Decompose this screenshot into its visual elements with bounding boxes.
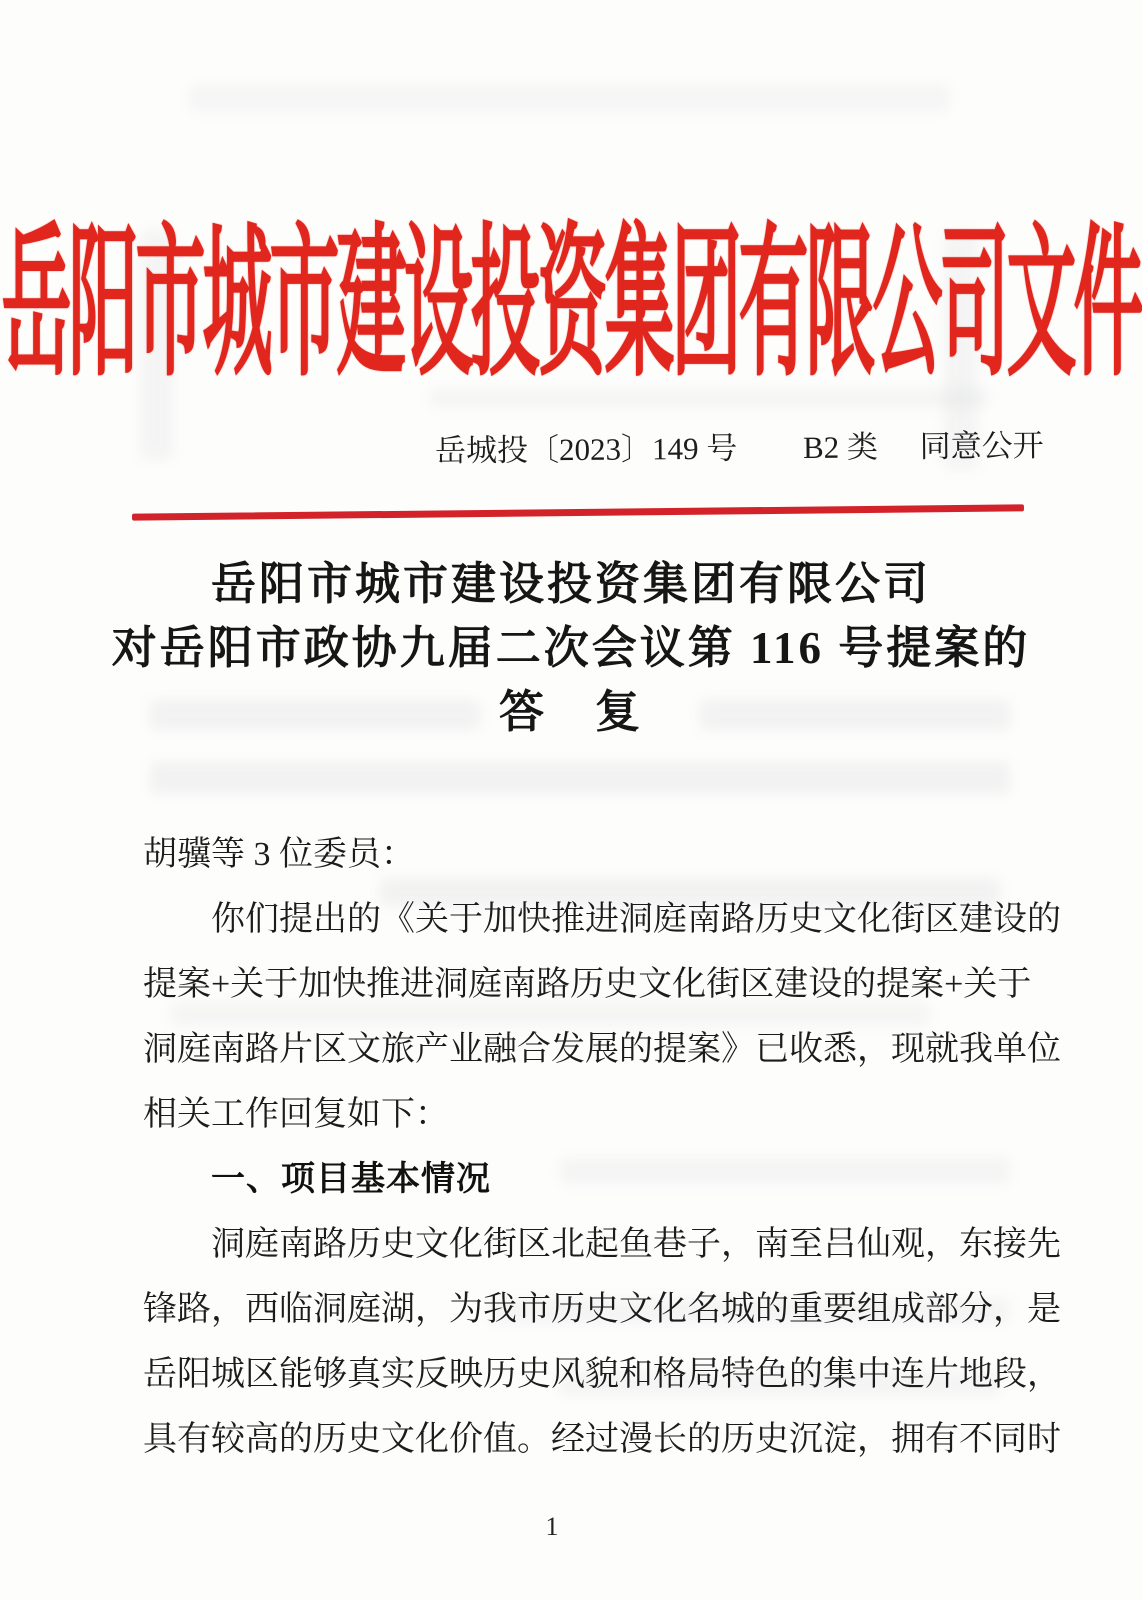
body-line: 锋路，西临洞庭湖，为我市历史文化名城的重要组成部分，是 xyxy=(143,1291,1061,1328)
document-title-line-2: 对岳阳市政协九届二次会议第 116 号提案的 xyxy=(111,623,1031,673)
doc-number: 岳城投〔2023〕149 号 xyxy=(434,430,738,469)
page-number: 1 xyxy=(545,1512,559,1541)
document-title-line-1: 岳阳市城市建设投资集团有限公司 xyxy=(210,559,931,609)
body-line: 具有较高的历史文化价值。经过漫长的历史沉淀，拥有不同时 xyxy=(143,1421,1061,1458)
body-line: 你们提出的《关于加快推进洞庭南路历史文化街区建设的 xyxy=(211,901,1061,938)
body-line: 洞庭南路历史文化街区北起鱼巷子，南至吕仙观，东接先 xyxy=(211,1226,1061,1263)
masthead xyxy=(0,172,1142,398)
publicity-label: 同意公开 xyxy=(919,427,1044,465)
reference-row xyxy=(135,420,1044,473)
masthead-title: 岳阳市城市建设投资集团有限公司文件 xyxy=(1,216,1141,398)
section-heading: 一、项目基本情况 xyxy=(211,1160,491,1198)
salutation: 胡骥等 3 位委员： xyxy=(143,836,415,873)
body-text xyxy=(143,822,1061,1472)
document-title xyxy=(0,552,1142,744)
classification-label: B2 类 xyxy=(802,429,879,466)
bleed-through-artifact xyxy=(190,84,950,112)
body-line: 岳阳城区能够真实反映历史风貌和格局特色的集中连片地段， xyxy=(143,1356,1061,1393)
body-line: 相关工作回复如下： xyxy=(143,1096,449,1133)
body-line: 提案+关于加快推进洞庭南路历史文化街区建设的提案+关于 xyxy=(143,966,1032,1003)
bleed-through-artifact xyxy=(150,762,1010,794)
red-separator-line xyxy=(132,504,1024,520)
body-line: 洞庭南路片区文旅产业融合发展的提案》已收悉，现就我单位 xyxy=(143,1031,1061,1068)
document-title-line-3: 答 复 xyxy=(498,687,643,737)
